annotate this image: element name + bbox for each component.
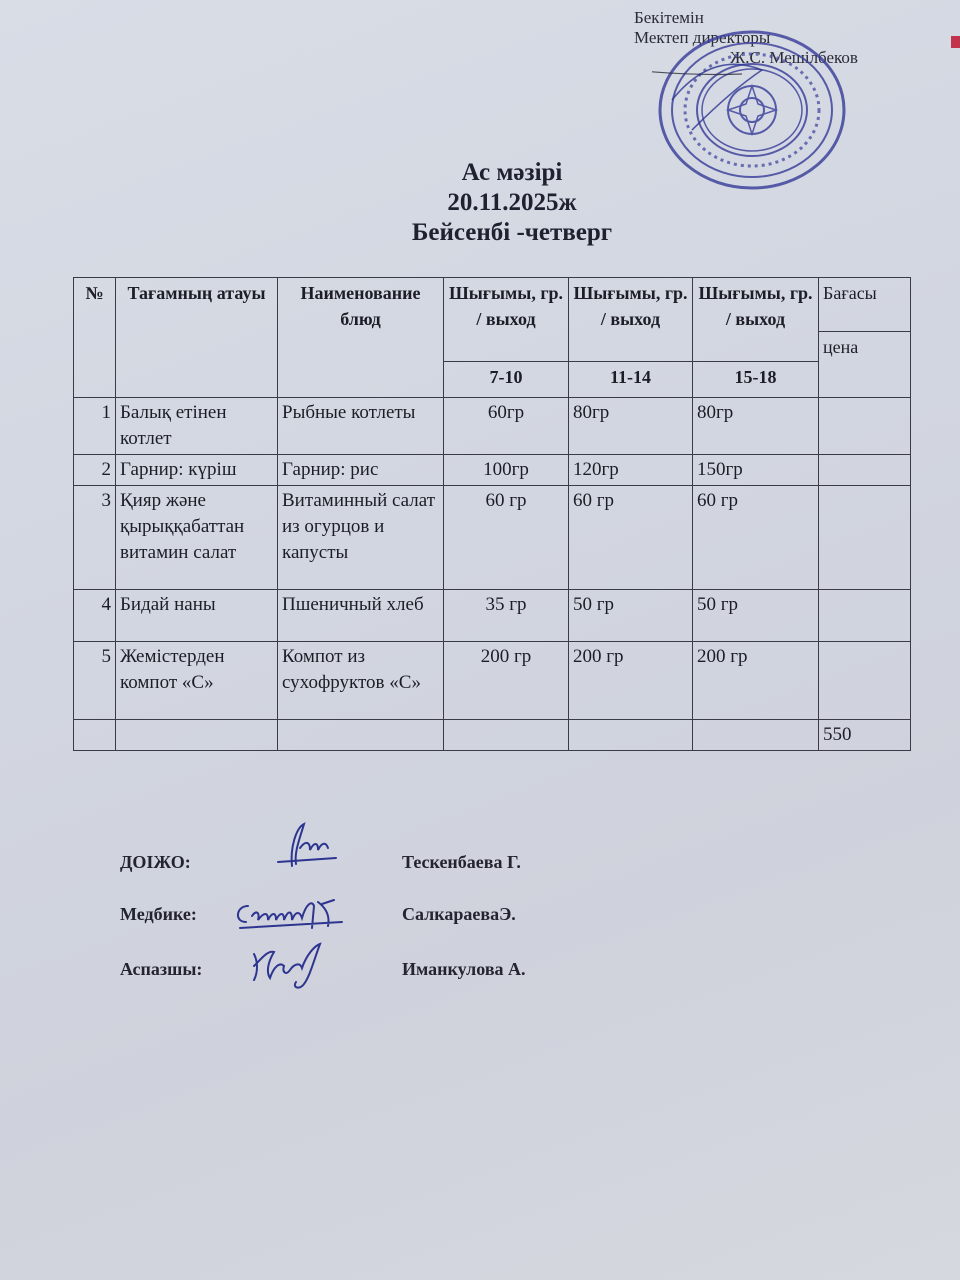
header-price-ru: цена xyxy=(819,332,911,398)
header-row-1 xyxy=(74,278,911,332)
row-num: 5 xyxy=(74,642,116,720)
dish-name-ru: Витаминный салат из огурцов и капусты xyxy=(278,486,444,590)
handwritten-signature-2 xyxy=(230,892,354,938)
price-cell xyxy=(819,455,911,486)
approval-line-1: Бекітемін xyxy=(634,8,704,27)
handwritten-signature-1 xyxy=(270,818,350,874)
empty-cell xyxy=(116,720,278,751)
empty-cell xyxy=(74,720,116,751)
header-name-kz: Тағамның атауы xyxy=(116,278,278,398)
signature-role: Медбике: xyxy=(120,904,197,924)
dish-name-ru: Гарнир: рис xyxy=(278,455,444,486)
yield-7-10: 60гр xyxy=(444,398,569,455)
table-row xyxy=(74,486,911,590)
signature-name: Иманкулова А. xyxy=(402,959,526,979)
table-row xyxy=(74,398,911,455)
title-day: Бейсенбі -четверг xyxy=(411,219,613,246)
title-line-1: Ас мәзірі xyxy=(461,159,563,186)
yield-15-18: 150гр xyxy=(693,455,819,486)
price-cell xyxy=(819,590,911,642)
header-age-1: 7-10 xyxy=(444,362,569,398)
yield-11-14: 200 гр xyxy=(569,642,693,720)
menu-title xyxy=(0,158,960,248)
empty-cell xyxy=(444,720,569,751)
table-row xyxy=(74,590,911,642)
dish-name-kz: Гарнир: күріш xyxy=(116,455,278,486)
yield-7-10: 35 гр xyxy=(444,590,569,642)
header-yield-3: Шығымы, гр. / выход xyxy=(693,278,819,362)
row-num: 3 xyxy=(74,486,116,590)
yield-11-14: 50 гр xyxy=(569,590,693,642)
red-mark xyxy=(951,36,960,48)
empty-cell xyxy=(693,720,819,751)
signature-role: Аспазшы: xyxy=(120,959,203,979)
header-age-2: 11-14 xyxy=(569,362,693,398)
row-num: 4 xyxy=(74,590,116,642)
table-row xyxy=(74,455,911,486)
title-date: 20.11.2025ж xyxy=(447,189,577,216)
header-yield-2: Шығымы, гр. / выход xyxy=(569,278,693,362)
yield-15-18: 80гр xyxy=(693,398,819,455)
yield-11-14: 80гр xyxy=(569,398,693,455)
row-num: 1 xyxy=(74,398,116,455)
dish-name-ru: Компот из сухофруктов «С» xyxy=(278,642,444,720)
total-row xyxy=(74,720,911,751)
signature-name: Тескенбаева Г. xyxy=(402,852,521,872)
yield-15-18: 60 гр xyxy=(693,486,819,590)
header-age-3: 15-18 xyxy=(693,362,819,398)
header-name-ru: Наименование блюд xyxy=(278,278,444,398)
dish-name-kz: Қияр және қырыққабаттан витамин салат xyxy=(116,486,278,590)
price-cell xyxy=(819,398,911,455)
empty-cell xyxy=(569,720,693,751)
dish-name-ru: Пшеничный хлеб xyxy=(278,590,444,642)
dish-name-kz: Жемістерден компот «С» xyxy=(116,642,278,720)
dish-name-kz: Бидай наны xyxy=(116,590,278,642)
empty-cell xyxy=(278,720,444,751)
yield-15-18: 50 гр xyxy=(693,590,819,642)
menu-table xyxy=(73,277,911,751)
yield-15-18: 200 гр xyxy=(693,642,819,720)
approval-line-2: Мектеп директоры xyxy=(634,28,771,47)
yield-7-10: 60 гр xyxy=(444,486,569,590)
table-row xyxy=(74,642,911,720)
yield-7-10: 200 гр xyxy=(444,642,569,720)
signature-role: ДОІЖО: xyxy=(120,852,191,872)
dish-name-kz: Балық етінен котлет xyxy=(116,398,278,455)
yield-11-14: 60 гр xyxy=(569,486,693,590)
price-cell xyxy=(819,486,911,590)
yield-7-10: 100гр xyxy=(444,455,569,486)
yield-11-14: 120гр xyxy=(569,455,693,486)
total-price: 550 xyxy=(819,720,911,751)
price-cell xyxy=(819,642,911,720)
approval-line-3: Ж.С. Мешілбеков xyxy=(730,48,858,67)
header-num: № xyxy=(74,278,116,398)
row-num: 2 xyxy=(74,455,116,486)
header-yield-1: Шығымы, гр. / выход xyxy=(444,278,569,362)
handwritten-signature-3 xyxy=(244,936,340,992)
dish-name-ru: Рыбные котлеты xyxy=(278,398,444,455)
header-price-kz: Бағасы xyxy=(819,278,911,332)
signature-name: СалкараеваЭ. xyxy=(402,904,516,924)
